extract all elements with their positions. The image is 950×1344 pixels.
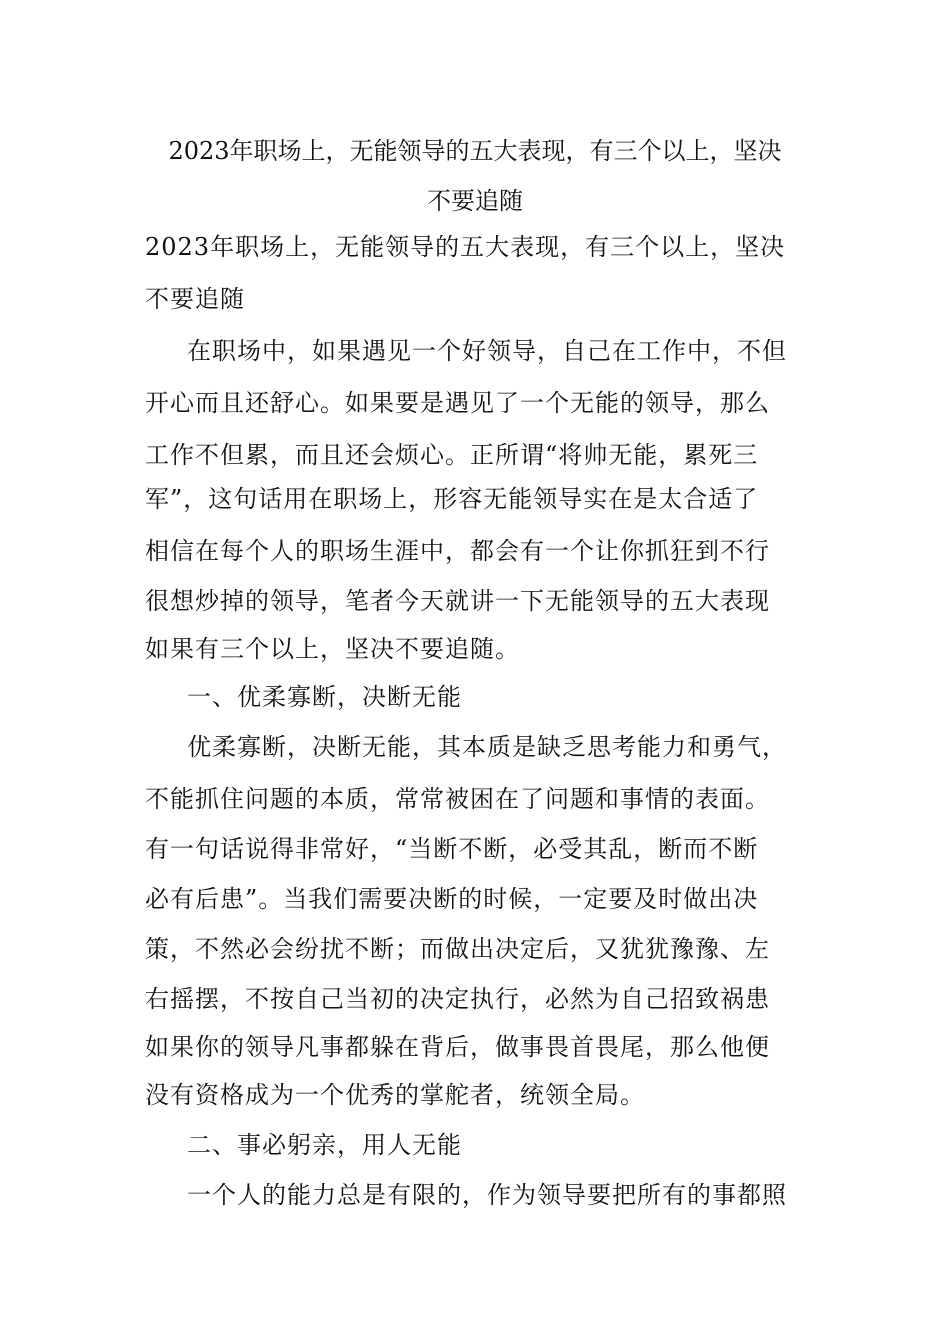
paragraph-line: 有一句话说得非常好，“当断不断，必受其乱，断而不断 <box>145 835 759 863</box>
paragraph-line: 必有后患”。当我们需要决断的时候，一定要及时做出决 <box>145 885 759 913</box>
paragraph-line: 优柔寡断，决断无能，其本质是缺乏思考能力和勇气， <box>187 733 787 761</box>
repeated-title-line-1: 2023年职场上，无能领导的五大表现，有三个以上，坚决 <box>145 233 786 261</box>
paragraph-line: 很想炒掉的领导，笔者今天就讲一下无能领导的五大表现 <box>145 587 770 615</box>
paragraph-line: 如果有三个以上，坚决不要追随。 <box>145 635 520 663</box>
paragraph-line: 开心而且还舒心。如果要是遇见了一个无能的领导，那么 <box>145 389 770 417</box>
document-title <box>0 126 950 226</box>
paragraph-line: 如果你的领导凡事都躲在背后，做事畏首畏尾，那么他便 <box>145 1033 770 1061</box>
section-heading-1: 一、优柔寡断，决断无能 <box>187 683 462 711</box>
paragraph-line: 策，不然必会纷扰不断；而做出决定后，又犹犹豫豫、左 <box>145 935 770 963</box>
paragraph-line: 没有资格成为一个优秀的掌舵者，统领全局。 <box>145 1081 645 1109</box>
paragraph-line: 在职场中，如果遇见一个好领导，自己在工作中，不但 <box>187 337 787 365</box>
paragraph-line: 不能抓住问题的本质，常常被困在了问题和事情的表面。 <box>145 785 770 813</box>
paragraph-line: 相信在每个人的职场生涯中，都会有一个让你抓狂到不行 <box>145 537 770 565</box>
paragraph-line: 工作不但累，而且还会烦心。正所谓“将帅无能，累死三 <box>145 441 759 469</box>
title-line-2: 不要追随 <box>427 187 523 215</box>
paragraph-line: 右摇摆，不按自己当初的决定执行，必然为自己招致祸患 <box>145 985 770 1013</box>
section-heading-2: 二、事必躬亲，用人无能 <box>187 1131 462 1159</box>
repeated-title-line-2: 不要追随 <box>145 285 245 313</box>
paragraph-line: 军”，这句话用在职场上，形容无能领导实在是太合适了 <box>145 485 759 513</box>
paragraph-line: 一个人的能力总是有限的，作为领导要把所有的事都照 <box>187 1181 787 1209</box>
title-line-1: 2023年职场上，无能领导的五大表现，有三个以上，坚决 <box>168 137 782 165</box>
